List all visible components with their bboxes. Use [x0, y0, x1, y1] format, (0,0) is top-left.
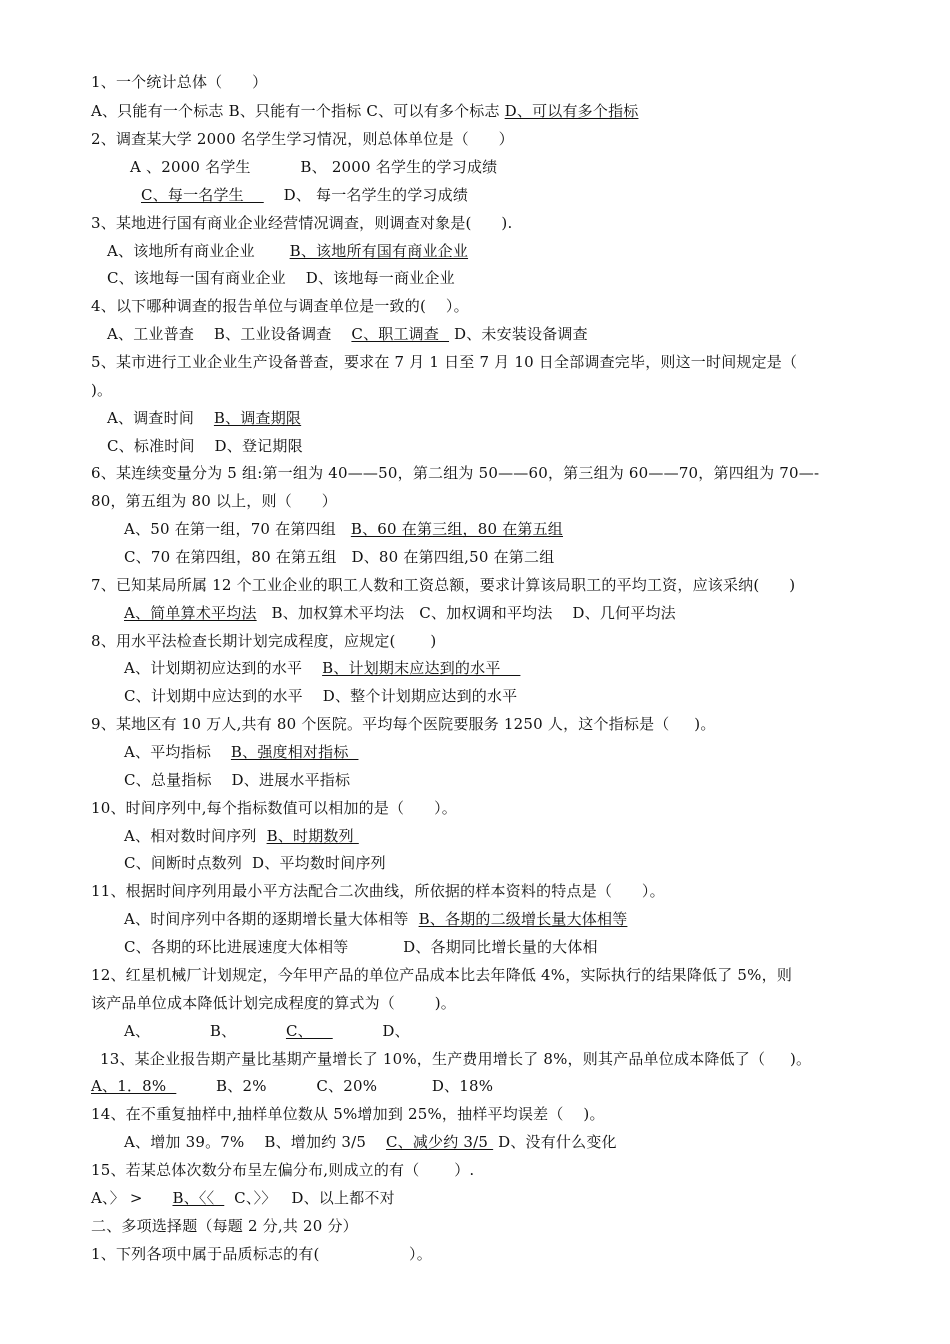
answer-text: A、1．8%	[91, 1077, 177, 1095]
question-4-options	[107, 324, 588, 344]
answer-text: A、简单算术平均法	[124, 604, 257, 622]
line-text: C、各期的环比进展速度大体相等 D、各期同比增长量的大体相	[124, 938, 598, 956]
question-6	[91, 463, 819, 483]
line-text: A、50 在第一组，70 在第四组	[124, 520, 351, 538]
line-text: C、该地每一国有商业企业 D、该地每一商业企业	[107, 269, 455, 287]
question-13	[100, 1049, 811, 1069]
line-text: B、2% C、20% D、18%	[176, 1077, 494, 1095]
answer-text: C、	[285, 1022, 333, 1040]
question-1	[91, 72, 267, 92]
question-7	[91, 575, 795, 595]
question-8	[91, 631, 436, 651]
line-text: A、相对数时间序列	[124, 827, 267, 845]
line-text: D、	[332, 1022, 410, 1040]
answer-text: B、60 在第三组，80 在第五组	[350, 520, 563, 538]
question-10-options-ab	[124, 826, 359, 846]
line-text: D、没有什么变化	[493, 1133, 617, 1151]
line-text: 2、调查某大学 2000 名学生学习情况，则总体单位是（ ）	[91, 130, 514, 148]
line-text: C、总量指标 D、进展水平指标	[124, 771, 351, 789]
question-2	[91, 129, 514, 149]
line-text: C、间断时点数列 D、平均数时间序列	[124, 854, 386, 872]
line-text: 1、一个统计总体（ ）	[91, 73, 268, 91]
line-text: C、标准时间 D、登记期限	[107, 437, 303, 455]
line-text: A、平均指标	[124, 743, 231, 761]
line-text: A、〉 >	[91, 1189, 173, 1207]
question-3-options-cd	[107, 268, 455, 288]
line-text: 3、某地进行国有商业企业经营情况调查，则调查对象是( ).	[91, 214, 513, 232]
question-10	[91, 798, 457, 818]
line-text: 80，第五组为 80 以上，则（ ）	[91, 492, 337, 510]
answer-text: B、强度相对指标	[230, 743, 359, 761]
question-6-cont	[91, 491, 337, 511]
question-8-options-cd	[124, 686, 517, 706]
line-text: C、计划期中应达到的水平 D、整个计划期应达到的水平	[124, 687, 518, 705]
line-text: 8、用水平法检查长期计划完成程度，应规定( )	[91, 632, 437, 650]
line-text: 10、时间序列中,每个指标数值可以相加的是（ ）。	[91, 799, 457, 817]
line-text: A、调查时间	[107, 409, 214, 427]
question-9-options-cd	[124, 770, 350, 790]
question-11	[91, 881, 665, 901]
answer-text: C、减少约 3/5	[385, 1133, 494, 1151]
line-text: 13、某企业报告期产量比基期产量增长了 10%，生产费用增长了 8%，则其产品单位成本降低了（ )。	[100, 1050, 812, 1068]
question-12-options	[124, 1021, 410, 1041]
line-text: 4、以下哪种调查的报告单位与调查单位是一致的( ）。	[91, 297, 469, 315]
answer-text: B、调查期限	[213, 409, 302, 427]
question-6-options-ab	[124, 519, 563, 539]
question-5	[91, 352, 797, 372]
line-text: A、工业普查 B、工业设备调查	[107, 325, 352, 343]
section-heading-multiple-choice	[91, 1216, 358, 1236]
question-7-options	[124, 603, 676, 623]
question-2-options-cd	[141, 185, 468, 205]
question-15-options	[91, 1188, 395, 1208]
line-text: 5、某市进行工业企业生产设备普查，要求在 7 月 1 日至 7 月 10 日全部调查完毕，则这一时间规定是（	[91, 353, 798, 371]
line-text: A、增加 39。7% B、增加约 3/5	[124, 1133, 386, 1151]
question-3	[91, 213, 512, 233]
answer-text: B、计划期末应达到的水平	[322, 659, 521, 677]
question-1-options	[91, 101, 638, 121]
answer-text: D、可以有多个指标	[504, 102, 639, 120]
question-5-options-ab	[107, 408, 301, 428]
line-text: B、加权算术平均法 C、加权调和平均法 D、几何平均法	[256, 604, 676, 622]
question-6-options-cd	[124, 547, 554, 567]
line-text: D、 每一名学生的学习成绩	[263, 186, 469, 204]
line-text: A、计划期初应达到的水平	[124, 659, 323, 677]
question-9-options-ab	[124, 742, 358, 762]
question-3-options-ab	[107, 241, 468, 261]
question-4	[91, 296, 469, 316]
line-text: A、时间序列中各期的逐期增长量大体相等	[124, 910, 419, 928]
question-5-cont	[91, 380, 112, 400]
line-text: 6、某连续变量分为 5 组:第一组为 40——50，第二组为 50——60，第三组为 60——70，第四组为 70—-	[91, 464, 820, 482]
question-13-options	[91, 1076, 493, 1096]
line-text: 该产品单位成本降低计划完成程度的算式为（ )。	[91, 994, 456, 1012]
answer-text: B、各期的二级增长量大体相等	[418, 910, 628, 928]
line-text: 1、下列各项中属于品质标志的有( ）。	[91, 1245, 432, 1263]
question-2-options-ab	[130, 157, 497, 177]
answer-text: B、时期数列	[266, 827, 359, 845]
question-11-options-ab	[124, 909, 627, 929]
answer-text: B、该地所有国有商业企业	[289, 242, 469, 260]
line-text: A、只能有一个标志 B、只能有一个指标 C、可以有多个标志	[91, 102, 505, 120]
question-12	[91, 965, 792, 985]
line-text: 12、红星机械厂计划规定，今年甲产品的单位产品成本比去年降低 4%，实际执行的结果降低了 5%，则	[91, 966, 793, 984]
question-12-cont	[91, 993, 456, 1013]
line-text: C、〉〉 D、以上都不对	[224, 1189, 395, 1207]
answer-text: C、职工调查	[351, 325, 450, 343]
line-text: 14、在不重复抽样中,抽样单位数从 5%增加到 25%，抽样平均误差（ )。	[91, 1105, 605, 1123]
line-text: 11、根据时间序列用最小平方法配合二次曲线，所依据的样本资料的特点是（ ）。	[91, 882, 665, 900]
line-text: C、70 在第四组，80 在第五组 D、80 在第四组,50 在第二组	[124, 548, 555, 566]
question-15	[91, 1160, 474, 1180]
question-10-options-cd	[124, 853, 386, 873]
question-14-options	[124, 1132, 617, 1152]
line-text: A 、2000 名学生 B、 2000 名学生的学习成绩	[130, 158, 498, 176]
question-8-options-ab	[124, 658, 520, 678]
line-text: A、该地所有商业企业	[107, 242, 290, 260]
question-11-options-cd	[124, 937, 598, 957]
line-text: )。	[91, 381, 113, 399]
line-text: 二、多项选择题（每题 2 分,共 20 分）	[91, 1217, 358, 1235]
line-text: 9、某地区有 10 万人,共有 80 个医院。平均每个医院要服务 1250 人，这个指标是（ )。	[91, 715, 716, 733]
multi-question-1	[91, 1244, 432, 1264]
line-text: 7、已知某局所属 12 个工业企业的职工人数和工资总额，要求计算该局职工的平均工资，应该采纳( )	[91, 576, 796, 594]
line-text: A、 B、	[124, 1022, 286, 1040]
line-text: 15、若某总体次数分布呈左偏分布,则成立的有（ ）.	[91, 1161, 475, 1179]
question-14	[91, 1104, 605, 1124]
question-9	[91, 714, 716, 734]
line-text: D、未安装设备调查	[449, 325, 588, 343]
answer-text: C、每一名学生	[141, 186, 264, 204]
question-5-options-cd	[107, 436, 303, 456]
answer-text: B、〈〈	[172, 1189, 225, 1207]
